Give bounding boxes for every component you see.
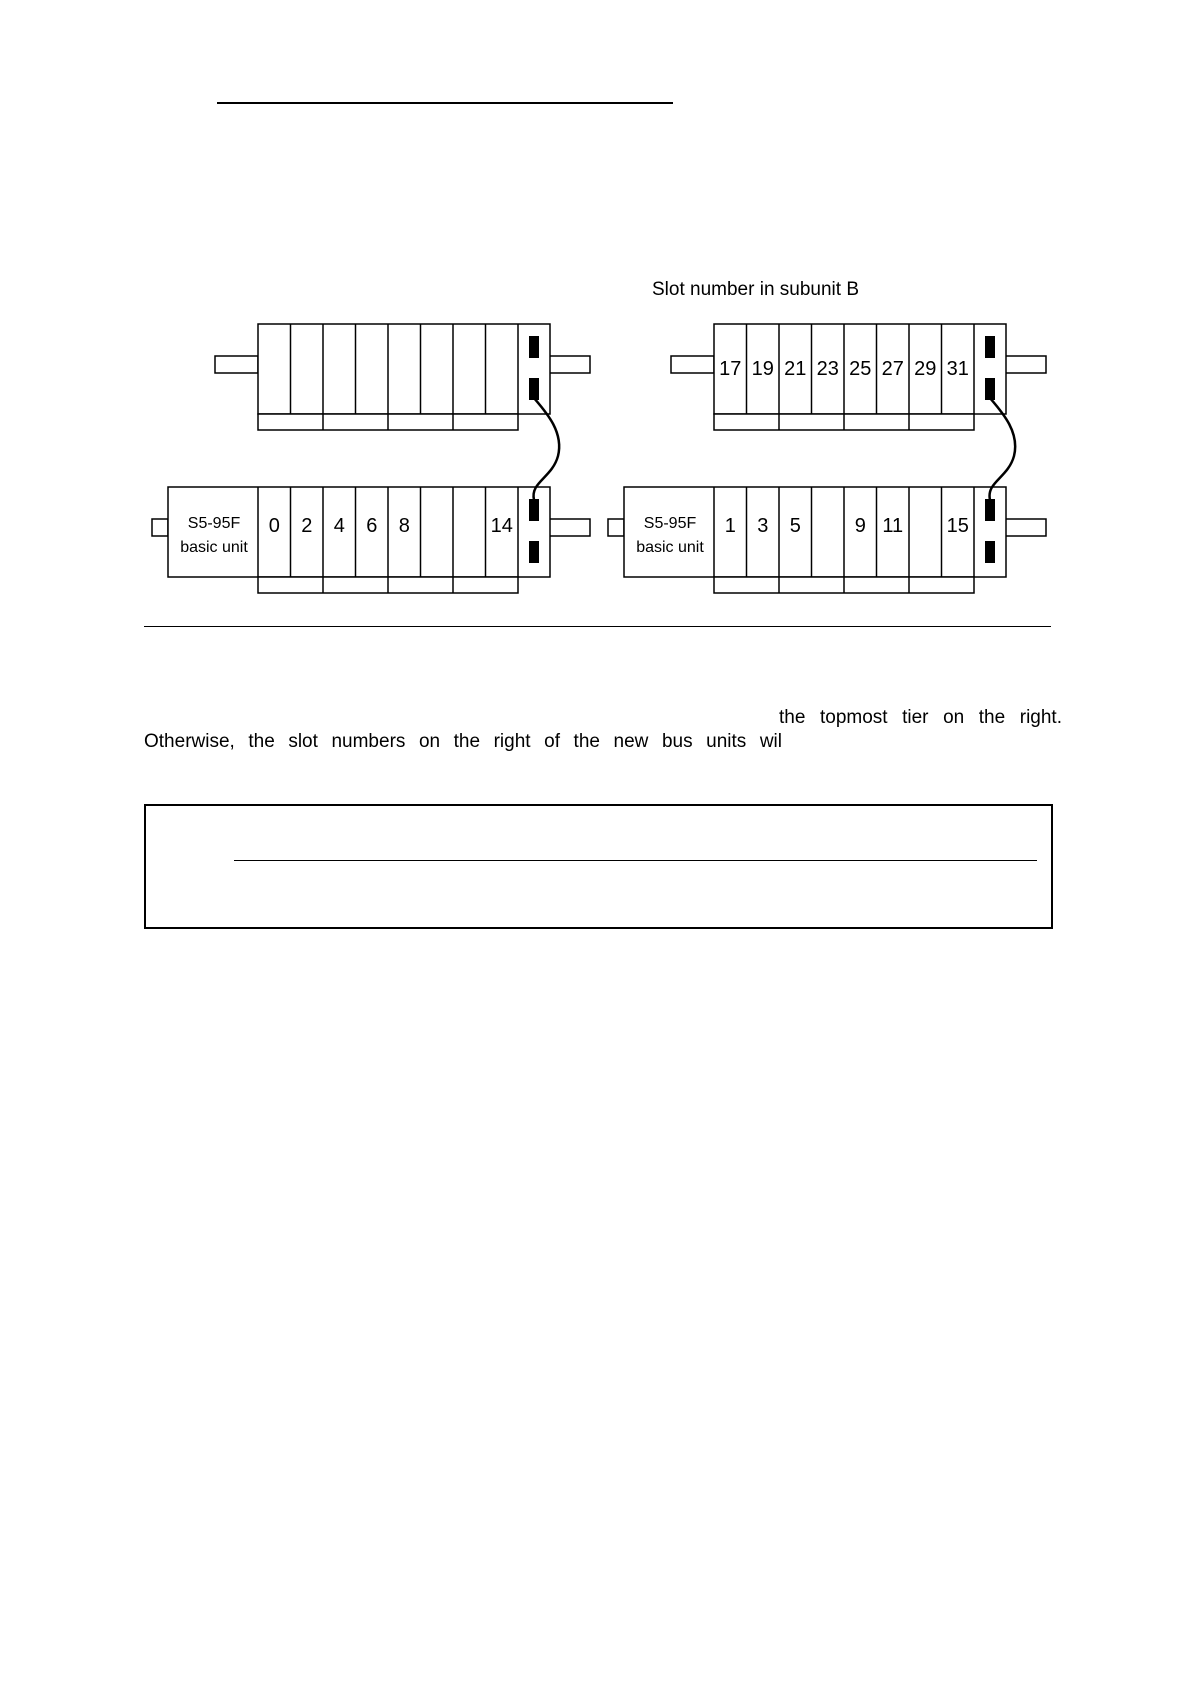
subunit-b-bottom-slot-number: 5	[789, 515, 801, 537]
paragraph-word: Otherwise,	[144, 731, 235, 752]
subunit-b-bottom-slot-number: 3	[757, 515, 769, 537]
subunit-b-top-connector-upper	[985, 336, 995, 358]
paragraph-line-1	[779, 706, 1062, 730]
subunit-a-bottom-connector-upper	[529, 499, 539, 521]
paragraph-word: right	[493, 731, 531, 752]
paragraph-word: on	[418, 731, 441, 752]
subunit-b-bottom-connector-upper	[985, 499, 995, 521]
subunit-a-bottom-slot-number: 2	[301, 515, 313, 537]
subunit-b-basic-unit-model: S5-95F	[643, 515, 697, 532]
subunit-b-basic-unit-caption: basic unit	[636, 539, 704, 556]
note-underline	[234, 860, 1037, 861]
subunit-b-top-slot-number: 25	[849, 358, 872, 380]
note-box	[144, 804, 1053, 929]
section-divider	[144, 626, 1051, 627]
paragraph-word: bus	[661, 731, 693, 752]
subunit-b-top-right-rail	[1005, 356, 1046, 373]
subunit-a-top-connector-upper	[529, 336, 539, 358]
subunit-b-top-slot-number: 31	[946, 358, 969, 380]
paragraph-word: right.	[1019, 707, 1062, 728]
subunit-b-bottom-left-rail	[608, 519, 624, 536]
paragraph-word: tier	[902, 707, 929, 728]
paragraph-word: new	[613, 731, 649, 752]
subunit-a-top-connector-lower	[529, 378, 539, 400]
subunit-b-assembly	[608, 324, 1046, 593]
subunit-a-top-unit	[258, 324, 550, 414]
paragraph-line-2	[144, 730, 782, 754]
subunit-a-assembly	[152, 324, 590, 593]
subunit-a-bottom-left-rail	[152, 519, 168, 536]
paragraph-word: of	[544, 731, 560, 752]
subunit-a-basic-unit-caption: basic unit	[180, 539, 248, 556]
subunit-a-bottom-right-rail	[549, 519, 590, 536]
subunit-b-bottom-slot-number: 15	[946, 515, 969, 537]
subunit-b-top-slot-number: 23	[816, 358, 839, 380]
subunit-b-bottom-slot-number: 9	[854, 515, 866, 537]
subunit-b-bottom-slot-number: 11	[882, 515, 904, 537]
subunit-b-bottom-right-rail	[1005, 519, 1046, 536]
subunit-a-top-left-rail	[215, 356, 258, 373]
paragraph-word: the	[248, 731, 275, 752]
paragraph-word: on	[943, 707, 965, 728]
subunit-a-bottom-slot-number: 8	[398, 515, 410, 537]
subunit-a-top-right-rail	[549, 356, 590, 373]
subunit-a-bottom-slot-number: 0	[268, 515, 280, 537]
paragraph-word: numbers	[331, 731, 406, 752]
paragraph-word: topmost	[819, 707, 888, 728]
subunit-b-top-connector-lower	[985, 378, 995, 400]
paragraph-word: wil	[759, 731, 782, 752]
paragraph-word: slot	[288, 731, 318, 752]
paragraph-word: the	[779, 707, 806, 728]
subunit-b-top-slot-number: 19	[751, 358, 774, 380]
subunit-a-bottom-slot-number: 4	[333, 515, 345, 537]
subunit-a-basic-unit-model: S5-95F	[187, 515, 241, 532]
paragraph-word: the	[453, 731, 481, 752]
subunit-b-top-slot-number: 17	[719, 358, 742, 380]
paragraph-word: units	[706, 731, 747, 752]
subunit-b-top-left-rail	[671, 356, 714, 373]
subunit-b-top-slot-number: 29	[914, 358, 937, 380]
subunit-b-top-slot-number: 27	[881, 358, 904, 380]
subunit-b-caption: Slot number in subunit B	[652, 279, 860, 300]
subunit-a-bottom-slot-number: 14	[490, 515, 513, 537]
subunit-b-bottom-slot-number: 1	[724, 515, 736, 537]
subunit-a-bottom-connector-lower	[529, 541, 539, 563]
paragraph-word: the	[978, 707, 1006, 728]
subunit-b-bottom-connector-lower	[985, 541, 995, 563]
slot-numbering-diagram	[0, 0, 1194, 640]
subunit-b-top-slot-number: 21	[784, 358, 807, 380]
paragraph-word: the	[573, 731, 600, 752]
subunit-a-bottom-slot-number: 6	[366, 515, 378, 537]
